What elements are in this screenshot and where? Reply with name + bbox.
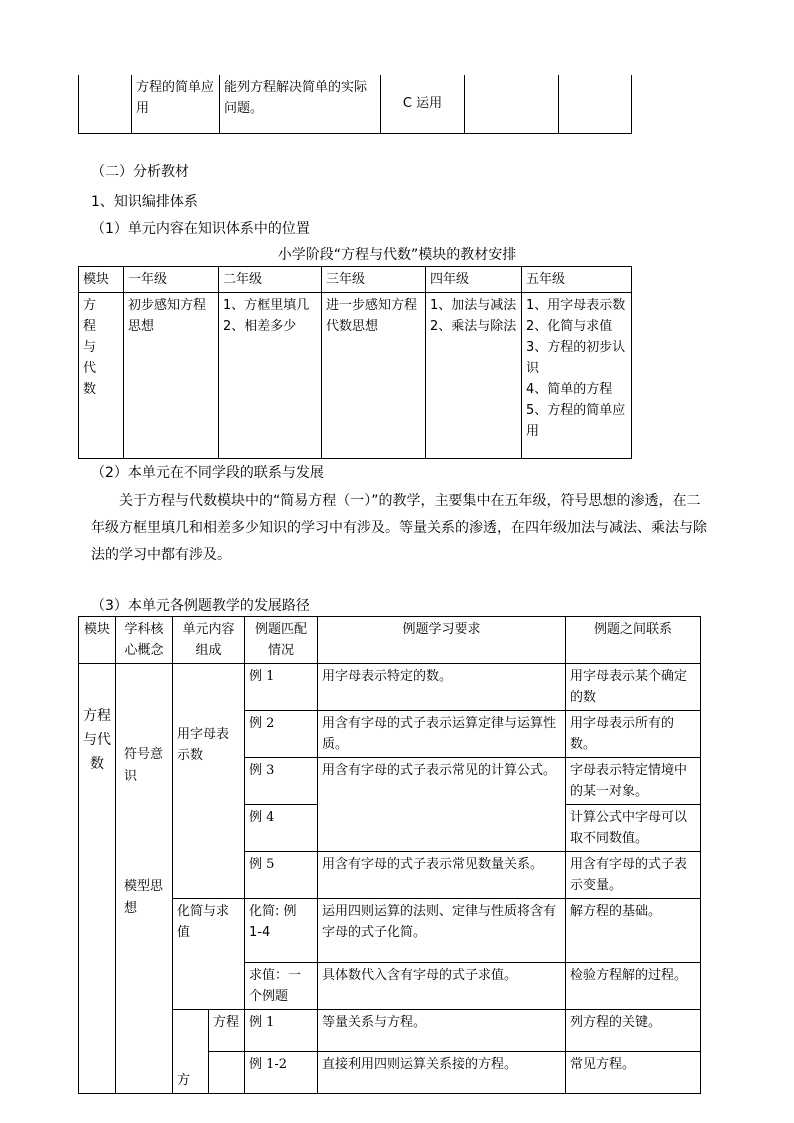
grade-4-line: 1、加法与减法 xyxy=(430,298,517,313)
example-cell: 例 3 xyxy=(245,758,318,805)
relation-cell: 用字母表示所有的数。 xyxy=(566,711,701,758)
relation-cell: 常见方程。 xyxy=(566,1052,701,1094)
grade-module-cell: 方 程 与 代 数 xyxy=(79,293,124,459)
core-model: 模型思想 xyxy=(124,879,164,916)
top-cell-empty-3 xyxy=(559,75,632,133)
heading-knowledge-system: 1、知识编排体系 xyxy=(91,194,198,210)
path-header-rel: 例题之间联系 xyxy=(566,617,701,664)
grade-2-line: 1、方框里填几 xyxy=(223,298,310,313)
heading-analysis: （二）分析教材 xyxy=(91,164,189,180)
heading-position: （1）单元内容在知识体系中的位置 xyxy=(91,221,310,237)
unit-equation-empty-cell xyxy=(209,1052,245,1094)
grade-header-3: 三年级 xyxy=(322,267,426,293)
requirement-cell: 用字母表示特定的数。 xyxy=(318,664,566,711)
grade-header-module: 模块 xyxy=(79,267,124,293)
grade-header-1: 一年级 xyxy=(124,267,219,293)
requirement-cell: 用含有字母的式子表示常见的计算公式。 xyxy=(318,758,566,852)
requirement-cell: 用含有字母的式子表示运算定律与运算性质。 xyxy=(318,711,566,758)
relation-cell: 解方程的基础。 xyxy=(566,899,701,963)
grade-5-line: 5、方程的简单应用 xyxy=(526,403,626,439)
relation-cell: 计算公式中字母可以取不同数值。 xyxy=(566,805,701,852)
example-cell: 例 1 xyxy=(245,664,318,711)
unit-equation-sub-cell: 方程 xyxy=(209,1010,245,1052)
top-cell-goal: 能列方程解决简单的实际问题。 xyxy=(220,75,381,133)
example-cell: 例 2 xyxy=(245,711,318,758)
path-header-match: 例题匹配情况 xyxy=(245,617,318,664)
path-table xyxy=(78,616,701,1094)
grade-5-line: 1、用字母表示数 xyxy=(526,298,626,313)
example-cell: 例 4 xyxy=(245,805,318,852)
requirement-cell: 用含有字母的式子表示常见数量关系。 xyxy=(318,852,566,899)
example-cell: 求值：一个例题 xyxy=(245,963,318,1010)
path-header-module: 模块 xyxy=(79,617,116,664)
example-cell: 化简: 例 1-4 xyxy=(245,899,318,963)
grade-5-line: 3、方程的初步认识 xyxy=(526,340,626,376)
heading-path: （3）本单元各例题教学的发展路径 xyxy=(91,598,310,614)
unit-letters-cell: 用字母表示数 xyxy=(173,664,245,899)
top-cell-topic: 方程的简单应用 xyxy=(132,75,220,133)
grade-header-2: 二年级 xyxy=(219,267,322,293)
relation-cell: 列方程的关键。 xyxy=(566,1010,701,1052)
grade-table-caption: 小学阶段“方程与代数”模块的教材安排 xyxy=(277,247,517,263)
core-symbol: 符号意识 xyxy=(124,747,164,784)
example-cell: 例 1-2 xyxy=(245,1052,318,1094)
grade-4-content xyxy=(426,293,522,459)
path-core-cell xyxy=(116,664,173,1094)
grade-5-line: 2、化简与求值 xyxy=(526,319,613,334)
requirement-cell: 运用四则运算的法则、定律与性质将含有字母的式子化简。 xyxy=(318,899,566,963)
grade-header-5: 五年级 xyxy=(522,267,632,293)
path-header-core: 学科核心概念 xyxy=(116,617,173,664)
path-module-cell: 方程与代数 xyxy=(79,664,116,1094)
relation-cell: 字母表示特定情境中的某一对象。 xyxy=(566,758,701,805)
example-cell: 例 5 xyxy=(245,852,318,899)
example-cell: 例 1 xyxy=(245,1010,318,1052)
requirement-cell: 等量关系与方程。 xyxy=(318,1010,566,1052)
requirement-cell: 直接利用四则运算关系接的方程。 xyxy=(318,1052,566,1094)
path-header-unit: 单元内容组成 xyxy=(173,617,245,664)
relation-cell: 检验方程解的过程。 xyxy=(566,963,701,1010)
grade-header-4: 四年级 xyxy=(426,267,522,293)
grade-1-content: 初步感知方程思想 xyxy=(124,293,219,459)
heading-development: （2）本单元在不同学段的联系与发展 xyxy=(91,465,324,481)
grade-3-content: 进一步感知方程代数思想 xyxy=(322,293,426,459)
top-cell-empty-1 xyxy=(79,75,132,133)
grade-table xyxy=(78,266,632,459)
unit-equation-cell: 方 xyxy=(173,1010,209,1094)
grade-2-line: 2、相差多少 xyxy=(223,319,297,334)
path-header-req: 例题学习要求 xyxy=(318,617,566,664)
relation-cell: 用字母表示某个确定的数 xyxy=(566,664,701,711)
requirement-cell: 具体数代入含有字母的式子求值。 xyxy=(318,963,566,1010)
grade-5-line: 4、简单的方程 xyxy=(526,382,613,397)
top-cell-level: C 运用 xyxy=(381,75,465,133)
top-table xyxy=(78,75,632,134)
relation-cell: 用含有字母的式子表示变量。 xyxy=(566,852,701,899)
grade-5-content xyxy=(522,293,632,459)
grade-2-content xyxy=(219,293,322,459)
grade-4-line: 2、乘法与除法 xyxy=(430,319,517,334)
analysis-paragraph: 关于方程与代数模块中的“简易方程（一）”的教学，主要集中在五年级，符号思想的渗透，在二年级方框里填几和相差多少知识的学习中有涉及。等量关系的渗透，在四年级加法与减法、乘法与除法的学习中都有涉及。 xyxy=(91,493,707,563)
top-cell-empty-2 xyxy=(465,75,559,133)
unit-simplify-cell: 化简与求值 xyxy=(173,899,245,1010)
